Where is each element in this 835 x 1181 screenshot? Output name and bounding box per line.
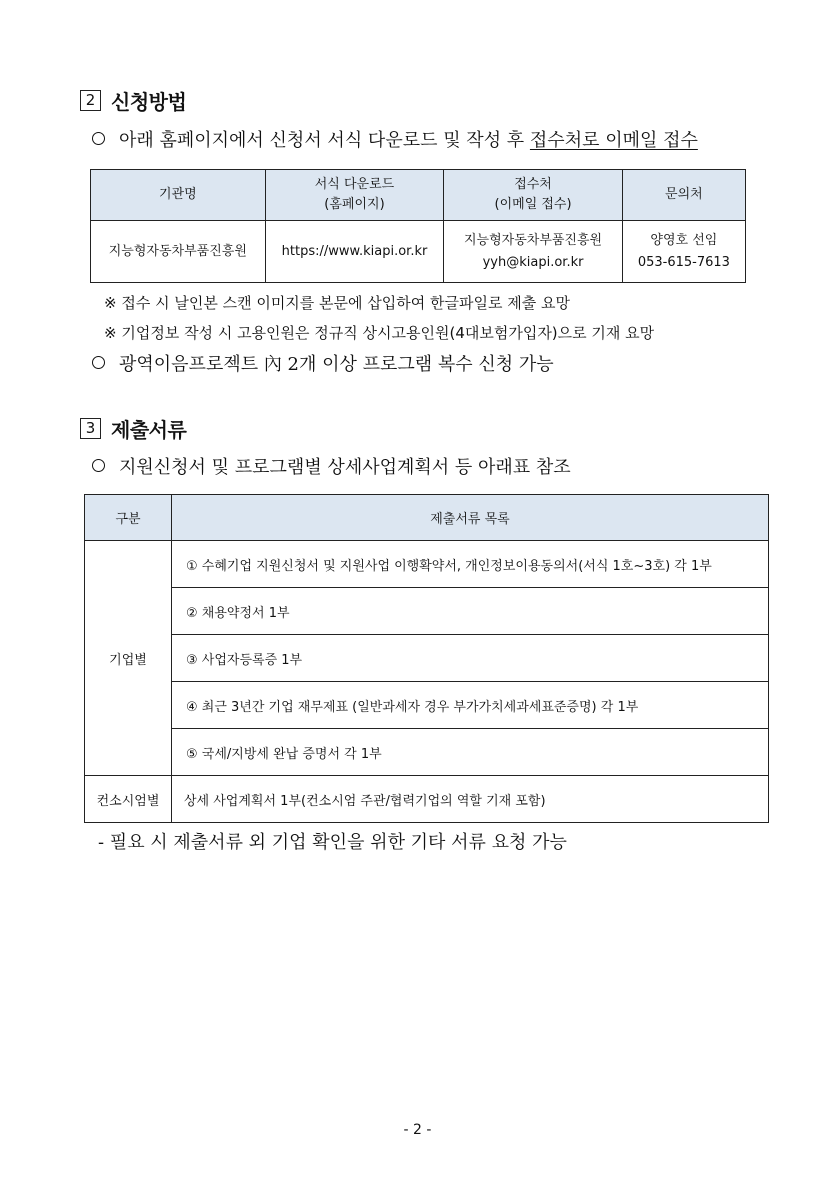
section-2-number: 2 xyxy=(80,90,101,111)
section-2-bullet-2 xyxy=(92,354,554,376)
header-agency: 기관명 xyxy=(91,170,266,221)
header-form-download: 서식 다운로드 (홈페이지) xyxy=(265,170,444,221)
group-company-label: 기업별 xyxy=(85,541,172,776)
section-2-title: 신청방법 xyxy=(111,90,187,114)
note-2: ※ 기업정보 작성 시 고용인원은 정규직 상시고용인원(4대보험가입자)으로 기재 요망 xyxy=(104,324,655,342)
section-2-bullet-text: 아래 홈페이지에서 신청서 서식 다운로드 및 작성 후 xyxy=(119,130,530,151)
bullet-circle-icon xyxy=(92,132,105,145)
cell-agency: 지능형자동차부품진흥원 xyxy=(91,221,266,283)
section-3-heading xyxy=(80,414,186,443)
group-consortium-label: 컨소시엄별 xyxy=(85,776,172,823)
page-number: - 2 - xyxy=(403,1122,432,1138)
cell-contact: 양영호 선임 053-615-7613 xyxy=(622,221,745,283)
document-item-5: ⑤ 국세/지방세 완납 증명서 각 1부 xyxy=(172,729,769,776)
documents-table xyxy=(84,494,769,823)
section-2-bullet-2-text: 광역이음프로젝트 內 2개 이상 프로그램 복수 신청 가능 xyxy=(119,354,554,375)
bullet-circle-icon xyxy=(92,356,105,369)
header-inquiry: 문의처 xyxy=(622,170,745,221)
section-3-bullet xyxy=(92,457,571,479)
document-item-3: ③ 사업자등록증 1부 xyxy=(172,635,769,682)
document-item-2: ② 채용약정서 1부 xyxy=(172,588,769,635)
table-row xyxy=(85,541,769,588)
document-item-4: ④ 최근 3년간 기업 재무제표 (일반과세자 경우 부가가치세과세표준증명) 각 1부 xyxy=(172,682,769,729)
section-2-bullet xyxy=(92,130,698,152)
application-method-table xyxy=(90,169,746,283)
table-header-row xyxy=(85,495,769,541)
note-1: ※ 접수 시 날인본 스캔 이미지를 본문에 삽입하여 한글파일로 제출 요망 xyxy=(104,294,570,312)
document-item-1: ① 수혜기업 지원신청서 및 지원사업 이행확약서, 개인정보이용동의서(서식 1호~3호) 각 1부 xyxy=(172,541,769,588)
section-3-number: 3 xyxy=(80,418,101,439)
cell-homepage-link[interactable]: https://www.kiapi.or.kr xyxy=(265,221,444,283)
cell-submission-email[interactable]: 지능형자동차부품진흥원 yyh@kiapi.or.kr xyxy=(444,221,622,283)
section-3-bullet-text: 지원신청서 및 프로그램별 상세사업계획서 등 아래표 참조 xyxy=(119,457,571,478)
table-row xyxy=(85,729,769,776)
table-row xyxy=(85,682,769,729)
header-document-list: 제출서류 목록 xyxy=(172,495,769,541)
table-row xyxy=(85,635,769,682)
section-3-note: - 필요 시 제출서류 외 기업 확인을 위한 기타 서류 요청 가능 xyxy=(98,832,567,853)
section-2-heading xyxy=(80,86,186,115)
table-row xyxy=(85,776,769,823)
document-item-consortium: 상세 사업계획서 1부(컨소시엄 주관/협력기업의 역할 기재 포함) xyxy=(172,776,769,823)
header-category: 구분 xyxy=(85,495,172,541)
section-2-bullet-underlined: 접수처로 이메일 접수 xyxy=(529,130,698,151)
bullet-circle-icon xyxy=(92,459,105,472)
table-row xyxy=(85,588,769,635)
section-3-title: 제출서류 xyxy=(111,418,187,442)
header-submission: 접수처 (이메일 접수) xyxy=(444,170,622,221)
table-row xyxy=(91,221,746,283)
table-header-row xyxy=(91,170,746,221)
